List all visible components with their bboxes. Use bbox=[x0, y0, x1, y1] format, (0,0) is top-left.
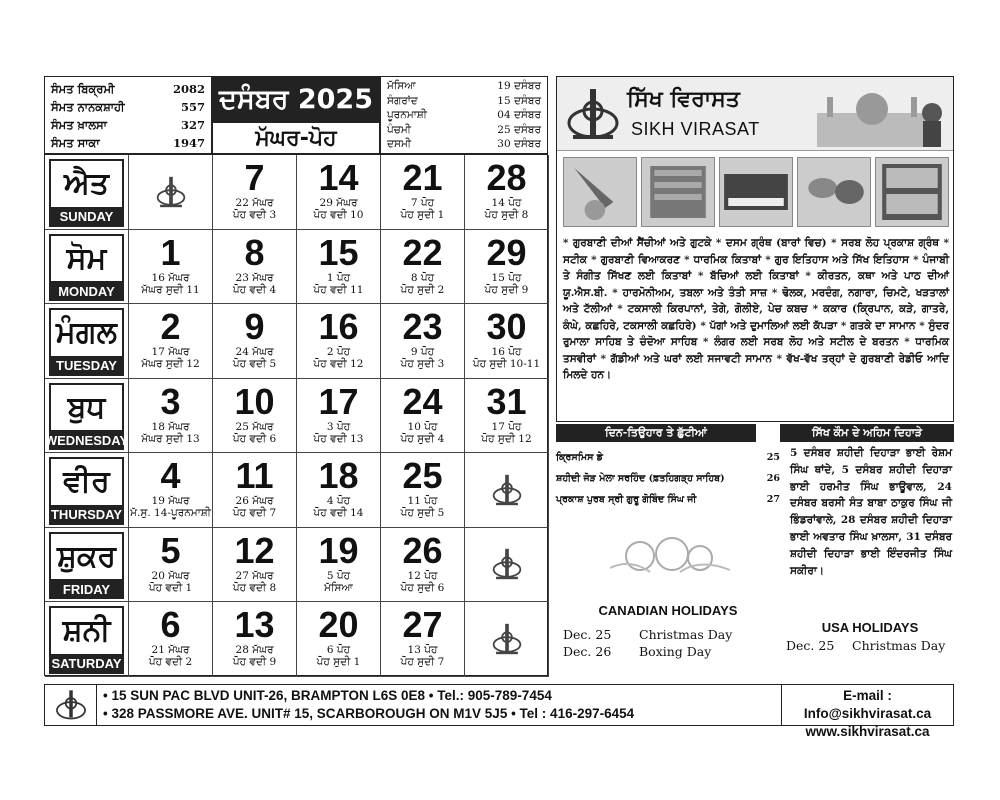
date-cell bbox=[213, 155, 297, 230]
lunar-date: ਪੋਹ ਵਦੀ 14 bbox=[313, 507, 364, 519]
nanakshahi-date: 13 ਪੋਹ bbox=[407, 644, 438, 656]
date-number: 22 bbox=[402, 231, 443, 273]
samvat-row bbox=[51, 98, 205, 116]
date-number: 11 bbox=[235, 455, 274, 496]
date-number: 18 bbox=[318, 455, 359, 496]
date-cell bbox=[213, 453, 297, 528]
festivals-heading: ਦਿਨ-ਤਿਉਹਾਰ ਤੇ ਛੁੱਟੀਆਂ bbox=[556, 424, 756, 442]
nanakshahi-date: 17 ਪੋਹ bbox=[491, 420, 522, 433]
usa-holiday-date: Dec. 25 bbox=[786, 638, 835, 653]
lunar-date: ਪੋਹ ਸੁਦੀ 2 bbox=[400, 283, 445, 296]
festival-day: 26 bbox=[766, 473, 780, 484]
brand-description: * ਗੁਰਬਾਣੀ ਦੀਆਂ ਸੈਂਚੀਆਂ ਅਤੇ ਗੁਟਕੇ * ਦਸਮ ਗ੍ਰੰਥ (ਬਾਰਾਂ ਵਿਚ) * ਸਰਬ ਲੋਹ ਪ੍ਰਕਾਸ਼ ਗ੍ਰੰਥ * ਸਟੀਕ * ਗੁਰਬਾਣੀ ਵਿਆਕਰਣ * ਧਾਰਮਿਕ ਕਿਤਾਬਾਂ * ਗੁਰ ਇਤਿਹਾਸ ਅਤੇ ਸਿੱਖ ਇਤਿਹਾਸ * ਪੰਜਾਬੀ ਤੇ ਸੰਗੀਤ ਸਿੱਖਣ ਲਈ ਕਿਤਾਬਾਂ * ਬੱਚਿਆਂ ਲਈ ਕਿਤਾਬਾਂ * ਕੀਰਤਨ, ਕਥਾ ਅਤੇ ਪਾਠ ਦੀਆਂ ਯੂ.ਐਸ.ਬੀ. * ਹਾਰਮੋਨੀਅਮ, ਤਬਲਾ ਅਤੇ ਤੰਤੀ ਸਾਜ਼ * ਢੋਲਕ, ਮਰਦੰਗ, ਨਗਾਰਾ, ਚਿਮਟੇ, ਖੜਤਾਲਾਂ ਅਤੇ ਟੱਲੀਆਂ * ਟਕਸਾਲੀ ਕਿਰਪਾਨਾਂ, ਤੇਗੇ, ਗੋਲੀਏ, ਪੇਚ ਕਬਚ * ਕਕਾਰ (ਕ੍ਰਿਪਾਨ, ਕੜੇ, ਗਾਤਰੇ, ਕੰਘੇ, ਕਛਹਿਰੇ, ਟਕਸਾਲੀ ਕਛਹਿਰੇ) * ਪੱਗਾਂ ਅਤੇ ਦੁਮਾਲਿਆਂ ਲਈ ਕੱਪੜਾ * ਗਤਕੇ ਦਾ ਸਾਮਾਨ * ਸੁੰਦਰ ਰੁਮਾਲਾ ਸਾਹਿਬ ਤੇ ਚੰਦੋਆ ਸਾਹਿਬ * ਲੰਗਰ ਲਈ ਸਰਬ ਲੋਹ ਅਤੇ ਸਟੀਲ ਦੇ ਬਰਤਨ * ਧਾਰਮਿਕ ਤਸਵੀਰਾਂ * ਗੱਡੀਆਂ ਅਤੇ ਘਰਾਂ ਲਈ ਸਜਾਵਟੀ ਸਾਮਾਨ * ਵੱਖ-ਵੱਖ ਤਰ੍ਹਾਂ ਦੇ ਗੁਰਬਾਣੀ ਰੇਡੀਓ ਆਦਿ ਮਿਲਦੇ ਹਨ। bbox=[563, 237, 949, 381]
brand-header bbox=[557, 77, 953, 151]
day-label bbox=[45, 453, 129, 528]
date-cell bbox=[297, 453, 381, 528]
day-label bbox=[45, 230, 129, 305]
holiday-date: Dec. 25 bbox=[563, 627, 612, 642]
brand-title-punjabi: ਸਿੱਖ ਵਿਰਾਸਤ bbox=[627, 87, 740, 112]
day-name-english: THURSDAY bbox=[49, 505, 124, 525]
date-number: 23 bbox=[402, 306, 443, 347]
date-number: 7 bbox=[244, 157, 265, 198]
lunar-date: ਪੋਹ ਸੁਦੀ 6 bbox=[400, 581, 445, 594]
nanakshahi-date: 28 ਮੱਘਰ bbox=[235, 644, 274, 656]
nanakshahi-date: 7 ਪੋਹ bbox=[410, 197, 435, 209]
special-date-row bbox=[387, 94, 541, 109]
day-name-punjabi: ਮੰਗਲ bbox=[49, 308, 124, 356]
footer-addresses bbox=[103, 687, 753, 723]
day-label bbox=[45, 304, 129, 379]
lunar-date: ਪੋਹ ਵਦੀ 1 bbox=[148, 581, 193, 594]
day-name-english: FRIDAY bbox=[49, 579, 124, 599]
nanakshahi-date: 3 ਪੋਹ bbox=[326, 420, 351, 433]
date-number: 25 bbox=[402, 455, 443, 496]
special-value: 04 ਦਸੰਬਰ bbox=[497, 109, 541, 121]
date-cell bbox=[213, 304, 297, 379]
festival-day: 25 bbox=[766, 452, 780, 463]
date-number: 24 bbox=[402, 380, 443, 422]
email-link[interactable]: E-mail : Info@sikhvirasat.ca bbox=[803, 688, 932, 721]
samvat-label: ਸੰਮਤ ਖ਼ਾਲਸਾ bbox=[51, 118, 107, 132]
lunar-date: ਪੋਹ ਵਦੀ 3 bbox=[232, 209, 277, 221]
date-number: 9 bbox=[244, 306, 265, 347]
special-date-row bbox=[387, 123, 541, 138]
holiday-date: Dec. 26 bbox=[563, 644, 612, 659]
date-cell bbox=[297, 528, 381, 603]
lunar-date: ਮੱ.ਸੁ. 14-ਪੂਰਨਮਾਸ਼ੀ bbox=[130, 507, 211, 519]
lunar-date: ਪੋਹ ਸੁਦੀ 1 bbox=[316, 656, 361, 668]
day-label bbox=[45, 602, 129, 677]
logo-cell bbox=[129, 155, 213, 230]
lunar-date: ਪੋਹ ਵਦੀ 10 bbox=[313, 209, 364, 221]
kirpan-photo bbox=[563, 157, 637, 227]
khanda-icon bbox=[490, 621, 524, 657]
gurdwara-illustration-icon bbox=[807, 83, 947, 147]
nanakshahi-date: 10 ਪੋਹ bbox=[407, 420, 438, 433]
bookshelf-photo bbox=[875, 157, 949, 227]
logo-cell bbox=[465, 602, 549, 677]
date-number: 4 bbox=[160, 455, 181, 496]
date-number: 5 bbox=[160, 529, 181, 571]
date-number: 26 bbox=[402, 529, 443, 571]
date-cell bbox=[213, 602, 297, 677]
special-dates-box bbox=[380, 76, 548, 154]
lunar-date: ਮੱਘਰ ਸੁਦੀ 11 bbox=[141, 283, 200, 296]
date-cell bbox=[381, 528, 465, 603]
day-name-english: TUESDAY bbox=[49, 356, 124, 376]
special-date-row bbox=[387, 137, 541, 152]
address-brampton: • 15 SUN PAC BLVD UNIT-26, BRAMPTON L6S 0E8 • Tel.: 905-789-7454 bbox=[103, 688, 552, 703]
nanakshahi-date: 17 ਮੱਘਰ bbox=[151, 346, 190, 358]
date-number: 16 bbox=[318, 306, 359, 347]
date-cell bbox=[129, 602, 213, 677]
date-number: 21 bbox=[402, 157, 443, 198]
day-name-english: SUNDAY bbox=[49, 207, 124, 227]
nanakshahi-date: 4 ਪੋਹ bbox=[326, 495, 351, 507]
date-number: 15 bbox=[318, 231, 359, 273]
lunar-date: ਪੋਹ ਵਦੀ 5 bbox=[232, 358, 277, 370]
special-label: ਪੰਚਮੀ bbox=[387, 123, 411, 136]
lunar-date: ਪੋਹ ਵਦੀ 9 bbox=[232, 656, 277, 668]
nanakshahi-date: 27 ਮੱਘਰ bbox=[235, 569, 274, 582]
festival-row bbox=[556, 468, 780, 489]
special-label: ਸੰਗਰਾਂਦ bbox=[387, 94, 418, 107]
footer-contact bbox=[781, 685, 953, 739]
samvat-row bbox=[51, 80, 205, 98]
address-scarborough: • 328 PASSMORE AVE. UNIT# 15, SCARBOROUGH ON M1V 5J5 • Tel : 416-297-6454 bbox=[103, 706, 635, 721]
tabla-icon bbox=[798, 158, 870, 226]
usa-holidays-heading: USA HOLIDAYS bbox=[821, 620, 919, 635]
special-date-row bbox=[387, 108, 541, 123]
date-number: 17 bbox=[318, 380, 359, 422]
nanakshahi-date: 26 ਮੱਘਰ bbox=[235, 495, 274, 507]
nanakshahi-date: 20 ਮੱਘਰ bbox=[151, 569, 190, 582]
date-cell bbox=[381, 155, 465, 230]
nanakshahi-date: 18 ਮੱਘਰ bbox=[151, 420, 190, 433]
date-number: 27 bbox=[402, 604, 443, 645]
lunar-date: ਪੋਹ ਵਦੀ 8 bbox=[232, 581, 277, 594]
date-cell bbox=[297, 602, 381, 677]
date-number: 30 bbox=[486, 306, 527, 347]
date-number: 20 bbox=[318, 604, 359, 645]
samvat-label: ਸੰਮਤ ਬਿਕ੍ਰਮੀ bbox=[51, 82, 115, 96]
lunar-date: ਪੋਹ ਵਦੀ 4 bbox=[232, 283, 277, 296]
holiday-name: Boxing Day bbox=[639, 644, 712, 659]
nanakshahi-date: 8 ਪੋਹ bbox=[410, 271, 435, 284]
brand-panel bbox=[556, 76, 954, 422]
khanda-logo-icon bbox=[565, 85, 621, 143]
footer-logo bbox=[45, 685, 97, 725]
day-name-english: SATURDAY bbox=[49, 654, 124, 674]
nanakshahi-date: 9 ਪੋਹ bbox=[410, 346, 435, 358]
harmonium-icon bbox=[720, 158, 792, 226]
date-number: 12 bbox=[234, 529, 275, 571]
nanakshahi-date: 25 ਮੱਘਰ bbox=[235, 420, 274, 433]
date-cell bbox=[297, 155, 381, 230]
day-label bbox=[45, 155, 129, 230]
nanakshahi-date: 24 ਮੱਘਰ bbox=[235, 346, 274, 358]
lunar-date: ਪੋਹ ਵਦੀ 11 bbox=[313, 283, 364, 296]
special-value: 30 ਦਸੰਬਰ bbox=[497, 138, 541, 150]
date-cell bbox=[297, 230, 381, 305]
special-value: 19 ਦਸੰਬਰ bbox=[497, 80, 541, 92]
date-number: 28 bbox=[486, 157, 527, 198]
lunar-date: ਪੋਹ ਵਦੀ 12 bbox=[313, 358, 364, 370]
bookshelf-icon bbox=[876, 158, 948, 226]
day-name-punjabi: ਬੁਧ bbox=[49, 383, 124, 431]
day-name-punjabi: ਸ਼ੁਕਰ bbox=[49, 532, 124, 580]
nanakshahi-date: 23 ਮੱਘਰ bbox=[235, 271, 274, 284]
holiday-name: Christmas Day bbox=[639, 627, 733, 642]
nanakshahi-date: 11 ਪੋਹ bbox=[407, 495, 438, 507]
lunar-date: ਮੱਘਰ ਸੁਦੀ 12 bbox=[141, 358, 200, 370]
day-name-punjabi: ਐਤ bbox=[49, 159, 124, 207]
date-number: 6 bbox=[160, 604, 181, 645]
special-label: ਮੱਸਿਆ bbox=[387, 80, 416, 92]
date-cell bbox=[213, 379, 297, 454]
date-cell bbox=[129, 528, 213, 603]
date-cell bbox=[465, 304, 549, 379]
lunar-date: ਪੋਹ ਸੁਦੀ 7 bbox=[400, 656, 445, 668]
date-number: 19 bbox=[318, 529, 359, 571]
lunar-date: ਪੋਹ ਸੁਦੀ 3 bbox=[400, 358, 445, 370]
lunar-date: ਪੋਹ ਸੁਦੀ 9 bbox=[484, 283, 529, 296]
date-number: 1 bbox=[160, 231, 181, 273]
special-value: 25 ਦਸੰਬਰ bbox=[497, 123, 541, 136]
books-photo bbox=[641, 157, 715, 227]
date-cell bbox=[297, 379, 381, 454]
lunar-date: ਮੱਘਰ ਸੁਦੀ 13 bbox=[141, 432, 200, 445]
samvat-box bbox=[44, 76, 212, 154]
month-header bbox=[212, 76, 380, 154]
date-cell bbox=[381, 304, 465, 379]
harmonium-photo bbox=[719, 157, 793, 227]
date-cell bbox=[129, 453, 213, 528]
canadian-holiday-row bbox=[563, 626, 773, 643]
samvat-label: ਸੰਮਤ ਸਾਕਾ bbox=[51, 136, 100, 150]
samvat-value: 557 bbox=[180, 100, 205, 114]
logo-cell bbox=[465, 528, 549, 603]
nanakshahi-date: 16 ਪੋਹ bbox=[491, 346, 522, 358]
date-cell bbox=[381, 379, 465, 454]
date-cell bbox=[297, 304, 381, 379]
usa-holiday-name: Christmas Day bbox=[852, 638, 946, 653]
festival-row bbox=[556, 489, 780, 510]
special-date-row bbox=[387, 79, 541, 94]
day-label bbox=[45, 379, 129, 454]
canadian-holiday-row bbox=[563, 643, 773, 660]
date-cell bbox=[465, 379, 549, 454]
nanakshahi-date: 16 ਮੱਘਰ bbox=[151, 271, 190, 284]
date-number: 29 bbox=[486, 231, 527, 273]
calendar-grid bbox=[44, 154, 548, 676]
day-name-english: MONDAY bbox=[49, 281, 124, 301]
canadian-holidays-heading: CANADIAN HOLIDAYS bbox=[598, 603, 738, 618]
nanakshahi-date: 1 ਪੋਹ bbox=[326, 271, 351, 284]
date-number: 2 bbox=[160, 306, 181, 347]
festival-name: ਕ੍ਰਿਸਮਿਸ ਡੇ bbox=[556, 452, 603, 463]
festival-day: 27 bbox=[766, 494, 780, 505]
special-value: 15 ਦਸੰਬਰ bbox=[497, 94, 541, 107]
nanakshahi-date: 14 ਪੋਹ bbox=[491, 197, 522, 209]
nanakshahi-date: 6 ਪੋਹ bbox=[326, 644, 351, 656]
samvat-row bbox=[51, 134, 205, 152]
nanakshahi-date: 29 ਮੱਘਰ bbox=[319, 197, 358, 209]
canadian-holidays-list bbox=[563, 626, 773, 660]
date-cell bbox=[129, 304, 213, 379]
month-title: ਦਸੰਬਰ 2025 bbox=[213, 77, 379, 123]
samvat-value: 327 bbox=[180, 118, 205, 132]
khanda-icon bbox=[53, 688, 89, 722]
lunar-date: ਪੋਹ ਸੁਦੀ 1 bbox=[400, 209, 445, 221]
day-name-punjabi: ਸੋਮ bbox=[49, 234, 124, 282]
date-number: 13 bbox=[234, 604, 275, 645]
nanakshahi-date: 2 ਪੋਹ bbox=[326, 346, 351, 358]
product-photos bbox=[563, 157, 949, 227]
lunar-date: ਪੋਹ ਸੁਦੀ 8 bbox=[484, 209, 529, 221]
day-name-english: WEDNESDAY bbox=[49, 430, 124, 450]
date-cell bbox=[129, 230, 213, 305]
nanakshahi-date: 21 ਮੱਘਰ bbox=[151, 644, 190, 656]
date-cell bbox=[381, 602, 465, 677]
date-cell bbox=[381, 453, 465, 528]
special-label: ਦਸਮੀ bbox=[387, 138, 412, 150]
date-cell bbox=[213, 528, 297, 603]
logo-cell bbox=[465, 453, 549, 528]
nanakshahi-date: 5 ਪੋਹ bbox=[326, 569, 351, 582]
nanakshahi-date: 12 ਪੋਹ bbox=[407, 569, 438, 582]
date-cell bbox=[465, 230, 549, 305]
date-number: 10 bbox=[234, 380, 275, 422]
day-label bbox=[45, 528, 129, 603]
lunar-date: ਪੋਹ ਸੁਦੀ 4 bbox=[400, 432, 445, 445]
brand-title-english: SIKH VIRASAT bbox=[631, 119, 760, 139]
punjabi-months: ਮੱਘਰ-ਪੋਹ bbox=[255, 125, 337, 151]
khanda-icon bbox=[490, 472, 524, 508]
anniversaries-text: 5 ਦਸੰਬਰ ਸ਼ਹੀਦੀ ਦਿਹਾੜਾ ਭਾਈ ਰੇਸ਼ਮ ਸਿੰਘ ਥਾਂਦੇ, 5 ਦਸੰਬਰ ਸ਼ਹੀਦੀ ਦਿਹਾੜਾ ਭਾਈ ਹਰਮੀਤ ਸਿੰਘ ਭਾਊਵਾਲ, 24 ਦਸੰਬਰ ਬਰਸੀ ਸੰਤ ਬਾਬਾ ਠਾਕੁਰ ਸਿੰਘ ਜੀ ਭਿੰਡਰਾਂਵਾਲੇ, 28 ਦਸੰਬਰ ਸ਼ਹੀਦੀ ਦਿਹਾੜਾ ਭਾਈ ਅਵਤਾਰ ਸਿੰਘ ਖ਼ਾਲਸਾ, 31 ਦਸੰਬਰ ਸ਼ਹੀਦੀ ਦਿਹਾੜਾ ਭਾਈ ਇੰਦਰਜੀਤ ਸਿੰਘ ਸਕੀਰਾ। bbox=[790, 447, 952, 577]
flowers-decoration-icon bbox=[590, 528, 740, 588]
nanakshahi-date: 15 ਪੋਹ bbox=[491, 271, 522, 284]
lunar-date: ਪੋਹ ਵਦੀ 13 bbox=[313, 432, 364, 445]
nanakshahi-date: 19 ਮੱਘਰ bbox=[151, 495, 190, 507]
samvat-row bbox=[51, 116, 205, 134]
date-cell bbox=[129, 379, 213, 454]
usa-holidays-list bbox=[786, 638, 956, 653]
lunar-date: ਪੋਹ ਸੁਦੀ 10-11 bbox=[472, 358, 541, 370]
tabla-photo bbox=[797, 157, 871, 227]
lunar-date: ਪੋਹ ਵਦੀ 7 bbox=[232, 507, 277, 519]
date-cell bbox=[213, 230, 297, 305]
date-number: 8 bbox=[244, 231, 265, 273]
date-number: 3 bbox=[160, 380, 181, 422]
website-link[interactable]: www.sikhvirasat.ca bbox=[805, 724, 930, 739]
festival-name: ਪ੍ਰਕਾਸ਼ ਪੁਰਬ ਸ੍ਰੀ ਗੁਰੂ ਗੋਬਿੰਦ ਸਿੰਘ ਜੀ bbox=[556, 494, 697, 505]
anniversaries-heading: ਸਿੱਖ ਕੌਮ ਦੇ ਅਹਿਮ ਦਿਹਾੜੇ bbox=[780, 424, 954, 442]
nanakshahi-date: 22 ਮੱਘਰ bbox=[235, 197, 274, 209]
khanda-icon bbox=[154, 174, 188, 210]
festivals-list bbox=[556, 447, 780, 510]
samvat-value: 2082 bbox=[172, 82, 205, 96]
kirpan-icon bbox=[564, 158, 636, 226]
lunar-date: ਪੋਹ ਵਦੀ 2 bbox=[148, 656, 193, 668]
date-cell bbox=[465, 155, 549, 230]
day-name-punjabi: ਵੀਰ bbox=[49, 457, 124, 505]
lunar-date: ਮੱਸਿਆ bbox=[324, 581, 353, 594]
books-icon bbox=[642, 158, 714, 226]
samvat-label: ਸੰਮਤ ਨਾਨਕਸ਼ਾਹੀ bbox=[51, 100, 125, 114]
samvat-value: 1947 bbox=[172, 136, 205, 150]
date-cell bbox=[381, 230, 465, 305]
festival-row bbox=[556, 447, 780, 468]
lunar-date: ਪੋਹ ਵਦੀ 6 bbox=[232, 432, 277, 445]
khanda-icon bbox=[490, 546, 524, 582]
footer bbox=[44, 684, 954, 739]
festival-name: ਸ਼ਹੀਦੀ ਜੋੜ ਮੇਲਾ ਸਰਹਿੰਦ (ਫ਼ਤਹਿਗੜ੍ਹ ਸਾਹਿਬ) bbox=[556, 473, 725, 484]
special-label: ਪੂਰਨਮਾਸ਼ੀ bbox=[387, 109, 427, 121]
date-number: 14 bbox=[318, 157, 359, 198]
lunar-date: ਪੋਹ ਸੁਦੀ 12 bbox=[481, 432, 532, 445]
lunar-date: ਪੋਹ ਸੁਦੀ 5 bbox=[400, 507, 445, 519]
day-name-punjabi: ਸ਼ਨੀ bbox=[49, 606, 124, 654]
date-number: 31 bbox=[486, 380, 527, 422]
